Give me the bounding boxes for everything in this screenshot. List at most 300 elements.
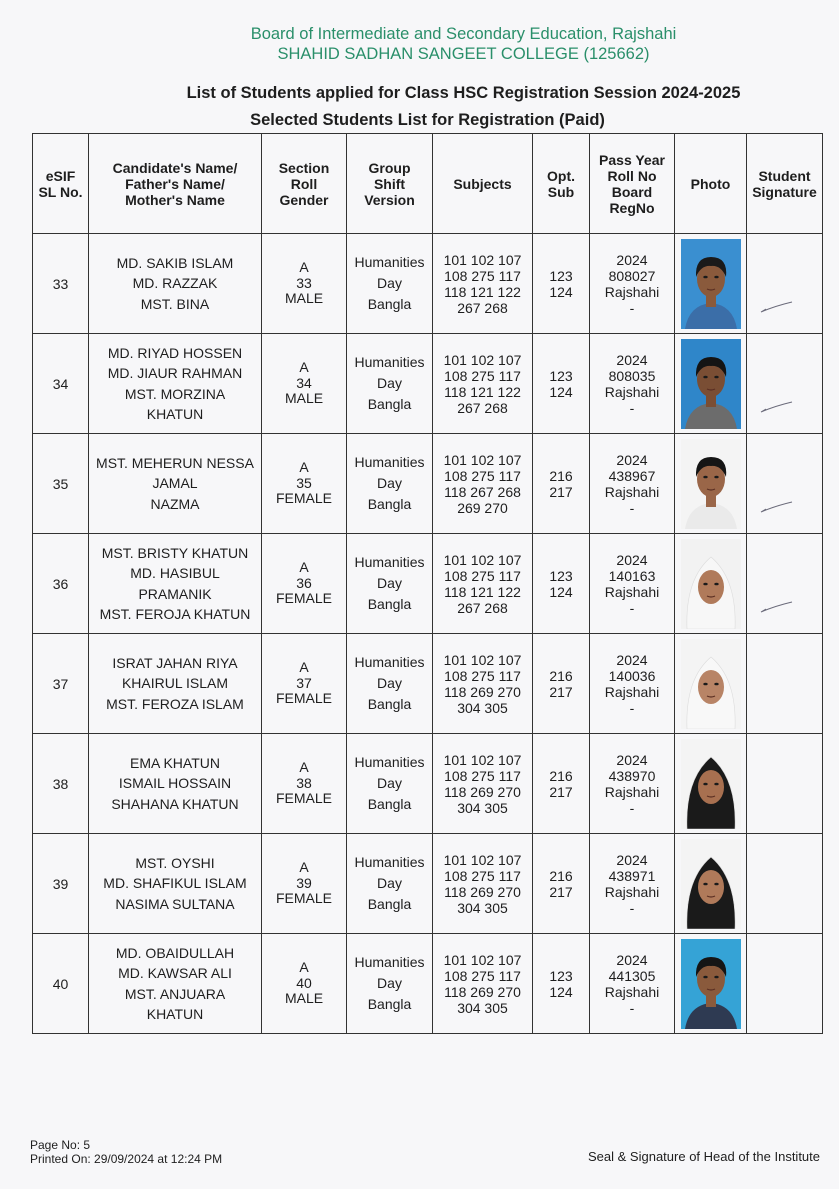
subjects: [433, 434, 533, 534]
shift-value: Day: [377, 975, 402, 991]
tick-stroke: [761, 502, 792, 512]
subject-line: 118 121 122: [444, 383, 521, 400]
portrait-image: [681, 339, 741, 429]
roll-value: 33: [296, 274, 312, 291]
col-header-opt: Opt. Sub: [533, 134, 590, 234]
table-row: [33, 434, 823, 534]
table-row: [33, 334, 823, 434]
subject-line: 118 269 270: [444, 983, 521, 1000]
portrait-image: [681, 539, 741, 629]
student-signature-cell: [747, 634, 823, 734]
group-shift-version: [347, 834, 433, 934]
section-value: A: [299, 959, 309, 976]
subject-line: 101 102 107: [443, 451, 522, 468]
section-roll-gender: [262, 534, 347, 634]
right-eye: [714, 975, 718, 978]
sl-value: 38: [52, 775, 69, 792]
section-roll-gender: [262, 234, 347, 334]
pass-line: -: [629, 399, 635, 416]
roll-value: 39: [296, 874, 312, 891]
pass-line: Rajshahi: [604, 683, 660, 700]
list-subtitle: Selected Students List for Registration (Paid): [250, 111, 605, 129]
pass-line: 2024: [616, 451, 648, 468]
pass-line: 2024: [616, 851, 648, 868]
subject-line: 118 269 270: [444, 683, 521, 700]
table-row: [33, 734, 823, 834]
pass-line: 2024: [616, 651, 648, 668]
photo-cell: [675, 834, 747, 934]
pass-line: 438971: [608, 867, 656, 884]
opt-line: 217: [549, 483, 573, 500]
optional-subjects: [533, 634, 590, 734]
subject-line: 118 121 122: [444, 283, 521, 300]
pass-line: 140036: [608, 667, 656, 684]
sl-number: [33, 934, 89, 1034]
roll-value: 35: [296, 474, 312, 491]
version-value: Bangla: [367, 696, 412, 712]
left-eye: [703, 882, 707, 885]
subject-line: 108 275 117: [444, 367, 521, 384]
subject-line: 108 275 117: [444, 667, 521, 684]
subjects: [433, 634, 533, 734]
subject-line: 267 268: [457, 399, 508, 416]
roll-value: 34: [296, 374, 312, 391]
student-signature-cell: [747, 934, 823, 1034]
section-value: A: [299, 659, 309, 676]
sl-value: 40: [52, 975, 69, 992]
name-line: PRAMANIK: [138, 585, 212, 602]
group-value: Humanities: [354, 854, 425, 870]
name-line: ISRAT JAHAN RIYA: [112, 654, 238, 671]
subject-line: 304 305: [457, 699, 508, 716]
candidate-names: [89, 534, 262, 634]
table-row: [33, 534, 823, 634]
name-line: NAZMA: [150, 495, 200, 512]
roll-value: 38: [296, 774, 312, 791]
subject-line: 101 102 107: [443, 551, 522, 568]
sl-number: [33, 434, 89, 534]
tick-stroke: [761, 402, 792, 412]
name-line: MD. RIYAD HOSSEN: [107, 344, 243, 361]
sl-value: 37: [52, 675, 69, 692]
name-line: MD. JIAUR RAHMAN: [107, 365, 243, 381]
subject-line: 118 121 122: [444, 583, 521, 600]
subject-line: 118 267 268: [444, 483, 521, 500]
sl-value: 33: [52, 275, 69, 292]
left-eye: [703, 475, 707, 478]
name-line: ISMAIL HOSSAIN: [118, 775, 232, 792]
shift-value: Day: [377, 575, 402, 591]
gender-value: MALE: [284, 390, 324, 407]
signature-tick-icon: [759, 400, 795, 416]
group-shift-version: [347, 934, 433, 1034]
name-line: MST. FEROZA ISLAM: [106, 695, 244, 712]
list-title: List of Students applied for Class HSC Registration Session 2024-2025: [186, 84, 741, 102]
gender-value: FEMALE: [275, 490, 332, 507]
right-eye: [714, 582, 718, 585]
version-value: Bangla: [367, 896, 412, 912]
subject-line: 269 270: [457, 499, 508, 516]
name-line: MD. OBAIDULLAH: [115, 944, 235, 961]
candidate-names: [89, 834, 262, 934]
subject-line: 101 102 107: [443, 951, 522, 968]
left-eye: [703, 582, 707, 585]
left-eye: [703, 682, 707, 685]
section-value: A: [299, 459, 309, 476]
sl-number: [33, 634, 89, 734]
opt-line: 123: [549, 967, 573, 984]
group-value: Humanities: [354, 954, 425, 970]
student-signature-cell: [747, 234, 823, 334]
group-value: Humanities: [354, 454, 425, 470]
table-row: [33, 834, 823, 934]
pass-line: Rajshahi: [604, 883, 660, 900]
student-photo: [681, 939, 741, 1029]
pass-line: -: [629, 699, 635, 716]
group-value: Humanities: [354, 754, 425, 770]
name-line: MST. FEROJA KHATUN: [99, 606, 251, 622]
subjects: [433, 534, 533, 634]
pass-line: 441305: [608, 967, 656, 984]
version-value: Bangla: [367, 296, 412, 312]
face-shape: [698, 870, 724, 904]
optional-subjects: [533, 234, 590, 334]
pass-line: 438970: [608, 767, 656, 784]
table-row: [33, 934, 823, 1034]
pass-line: Rajshahi: [604, 983, 660, 1000]
face-shape: [698, 570, 724, 604]
name-line: KHATUN: [146, 1006, 204, 1022]
left-eye: [703, 275, 707, 278]
subject-line: 267 268: [457, 599, 508, 616]
pass-roll-board: [590, 234, 675, 334]
opt-line: 217: [549, 883, 573, 900]
gender-value: FEMALE: [275, 590, 332, 607]
opt-line: 123: [549, 567, 573, 584]
pass-roll-board: [590, 434, 675, 534]
roll-value: 36: [296, 574, 312, 591]
group-shift-version: [347, 434, 433, 534]
version-value: Bangla: [367, 496, 412, 512]
name-line: MST. MORZINA: [124, 385, 226, 402]
version-value: Bangla: [367, 596, 412, 612]
subject-line: 108 275 117: [444, 267, 521, 284]
tick-stroke: [761, 602, 792, 612]
optional-subjects: [533, 434, 590, 534]
college-name: SHAHID SADHAN SANGEET COLLEGE (125662): [277, 45, 650, 63]
name-line: MD. RAZZAK: [132, 275, 218, 292]
section-value: A: [299, 859, 309, 876]
shift-value: Day: [377, 375, 402, 391]
photo-cell: [675, 334, 747, 434]
pass-line: 2024: [616, 251, 648, 268]
subjects: [433, 334, 533, 434]
opt-line: 217: [549, 783, 573, 800]
gender-value: MALE: [284, 290, 324, 307]
subject-line: 267 268: [457, 299, 508, 316]
pass-line: 2024: [616, 751, 648, 768]
opt-line: 123: [549, 367, 573, 384]
group-shift-version: [347, 634, 433, 734]
subject-line: 304 305: [457, 799, 508, 816]
opt-line: 124: [549, 583, 573, 600]
pass-line: 2024: [616, 551, 648, 568]
right-eye: [714, 275, 718, 278]
optional-subjects: [533, 334, 590, 434]
face-shape: [698, 670, 724, 704]
sl-value: 35: [52, 475, 69, 492]
section-roll-gender: [262, 634, 347, 734]
candidate-names: [89, 934, 262, 1034]
pass-line: Rajshahi: [604, 783, 660, 800]
right-eye: [714, 682, 718, 685]
section-roll-gender: [262, 434, 347, 534]
subjects: [433, 234, 533, 334]
pass-line: 808027: [608, 267, 656, 284]
subject-line: 108 275 117: [444, 767, 521, 784]
gender-value: FEMALE: [275, 690, 332, 707]
subjects: [433, 734, 533, 834]
left-eye: [703, 375, 707, 378]
shift-value: Day: [377, 675, 402, 691]
name-line: MD. KAWSAR ALI: [118, 965, 232, 981]
name-line: EMA KHATUN: [130, 754, 220, 771]
roll-value: 37: [296, 674, 312, 691]
col-header-sl: eSIF SL No.: [33, 134, 89, 234]
left-eye: [703, 782, 707, 785]
version-value: Bangla: [367, 796, 412, 812]
pass-line: 2024: [616, 351, 648, 368]
candidate-names: [89, 234, 262, 334]
name-line: MST. OYSHI: [135, 854, 215, 871]
sl-number: [33, 234, 89, 334]
col-header-photo: Photo: [675, 134, 747, 234]
signature-tick-icon: [759, 300, 795, 316]
col-header-group: Group Shift Version: [347, 134, 433, 234]
sl-number: [33, 334, 89, 434]
version-value: Bangla: [367, 396, 412, 412]
opt-line: 124: [549, 983, 573, 1000]
pass-line: Rajshahi: [604, 583, 660, 600]
col-header-pass: Pass Year Roll No Board RegNo: [590, 134, 675, 234]
col-header-name: Candidate's Name/ Father's Name/ Mother's Name: [89, 134, 262, 234]
right-eye: [714, 782, 718, 785]
optional-subjects: [533, 934, 590, 1034]
subject-line: 101 102 107: [443, 751, 522, 768]
opt-line: 216: [549, 767, 573, 784]
portrait-image: [681, 839, 741, 929]
sl-number: [33, 534, 89, 634]
subject-line: 108 275 117: [444, 967, 521, 984]
pass-line: Rajshahi: [604, 483, 660, 500]
shift-value: Day: [377, 475, 402, 491]
student-signature-cell: [747, 434, 823, 534]
subject-line: 101 102 107: [443, 851, 522, 868]
tick-stroke: [761, 302, 792, 312]
pass-line: -: [629, 899, 635, 916]
student-photo: [681, 739, 741, 829]
group-value: Humanities: [354, 654, 425, 670]
students-table: [32, 133, 823, 1034]
col-header-section: Section Roll Gender: [262, 134, 347, 234]
student-photo: [681, 339, 741, 429]
candidate-names: [89, 734, 262, 834]
left-eye: [703, 975, 707, 978]
sl-value: 39: [52, 875, 69, 892]
optional-subjects: [533, 834, 590, 934]
seal-signature-label: Seal & Signature of Head of the Institute: [588, 1149, 820, 1164]
group-shift-version: [347, 334, 433, 434]
candidate-names: [89, 334, 262, 434]
opt-line: 216: [549, 667, 573, 684]
pass-line: 808035: [608, 367, 656, 384]
printed-on: Printed On: 29/09/2024 at 12:24 PM: [30, 1152, 223, 1166]
group-value: Humanities: [354, 554, 425, 570]
student-photo: [681, 639, 741, 729]
pass-line: -: [629, 599, 635, 616]
name-line: NASIMA SULTANA: [115, 895, 235, 912]
candidate-names: [89, 634, 262, 734]
pass-line: -: [629, 999, 635, 1016]
section-roll-gender: [262, 834, 347, 934]
pass-line: 438967: [608, 467, 656, 484]
signature-tick-icon: [759, 500, 795, 516]
col-header-signature: Student Signature: [747, 134, 823, 234]
subject-line: 304 305: [457, 999, 508, 1016]
name-line: MD. SAKIB ISLAM: [116, 254, 234, 271]
portrait-image: [681, 939, 741, 1029]
section-value: A: [299, 259, 309, 276]
board-name: Board of Intermediate and Secondary Education, Rajshahi: [250, 25, 677, 43]
sl-value: 34: [52, 375, 69, 392]
opt-line: 217: [549, 683, 573, 700]
opt-line: 123: [549, 267, 573, 284]
table-row: [33, 634, 823, 734]
group-shift-version: [347, 734, 433, 834]
pass-roll-board: [590, 934, 675, 1034]
subjects: [433, 834, 533, 934]
pass-line: Rajshahi: [604, 283, 660, 300]
subject-line: 108 275 117: [444, 567, 521, 584]
opt-line: 124: [549, 383, 573, 400]
pass-roll-board: [590, 734, 675, 834]
right-eye: [714, 375, 718, 378]
section-roll-gender: [262, 334, 347, 434]
section-roll-gender: [262, 934, 347, 1034]
photo-cell: [675, 634, 747, 734]
student-photo: [681, 839, 741, 929]
subject-line: 118 269 270: [444, 783, 521, 800]
subject-line: 101 102 107: [443, 351, 522, 368]
photo-cell: [675, 534, 747, 634]
face-shape: [698, 770, 724, 804]
subject-line: 101 102 107: [443, 251, 522, 268]
subject-line: 304 305: [457, 899, 508, 916]
section-value: A: [299, 559, 309, 576]
roll-value: 40: [296, 974, 312, 991]
student-photo: [681, 439, 741, 529]
version-value: Bangla: [367, 996, 412, 1012]
student-signature-cell: [747, 534, 823, 634]
pass-roll-board: [590, 334, 675, 434]
signature-tick-icon: [759, 600, 795, 616]
name-line: MST. BRISTY KHATUN: [101, 544, 249, 561]
page-number: Page No: 5: [30, 1138, 91, 1152]
sl-number: [33, 834, 89, 934]
student-signature-cell: [747, 334, 823, 434]
sl-number: [33, 734, 89, 834]
shift-value: Day: [377, 775, 402, 791]
gender-value: MALE: [284, 990, 324, 1007]
group-value: Humanities: [354, 254, 425, 270]
portrait-image: [681, 639, 741, 729]
table-header-row: [33, 134, 823, 234]
optional-subjects: [533, 534, 590, 634]
group-shift-version: [347, 234, 433, 334]
col-header-subjects: Subjects: [433, 134, 533, 234]
portrait-image: [681, 739, 741, 829]
subject-line: 118 269 270: [444, 883, 521, 900]
name-line: KHAIRUL ISLAM: [121, 675, 229, 692]
section-value: A: [299, 759, 309, 776]
shift-value: Day: [377, 275, 402, 291]
right-eye: [714, 475, 718, 478]
photo-cell: [675, 734, 747, 834]
pass-line: -: [629, 299, 635, 316]
group-value: Humanities: [354, 354, 425, 370]
photo-cell: [675, 234, 747, 334]
opt-line: 124: [549, 283, 573, 300]
name-line: JAMAL: [152, 475, 198, 492]
gender-value: FEMALE: [275, 790, 332, 807]
pass-roll-board: [590, 834, 675, 934]
name-line: MD. HASIBUL: [130, 565, 220, 581]
portrait-image: [681, 439, 741, 529]
student-signature-cell: [747, 834, 823, 934]
sl-value: 36: [52, 575, 69, 592]
section-roll-gender: [262, 734, 347, 834]
subject-line: 101 102 107: [443, 651, 522, 668]
pass-line: 140163: [608, 567, 656, 584]
student-photo: [681, 239, 741, 329]
pass-roll-board: [590, 534, 675, 634]
group-shift-version: [347, 534, 433, 634]
name-line: MD. SHAFIKUL ISLAM: [103, 875, 247, 892]
print-info: [30, 1138, 222, 1166]
portrait-image: [681, 239, 741, 329]
right-eye: [714, 882, 718, 885]
section-value: A: [299, 359, 309, 376]
table-row: [33, 234, 823, 334]
name-line: MST. BINA: [140, 295, 210, 312]
pass-line: 2024: [616, 951, 648, 968]
student-photo: [681, 539, 741, 629]
opt-line: 216: [549, 467, 573, 484]
photo-cell: [675, 934, 747, 1034]
candidate-names: [89, 434, 262, 534]
name-line: KHATUN: [146, 406, 204, 422]
subject-line: 108 275 117: [444, 467, 521, 484]
optional-subjects: [533, 734, 590, 834]
pass-line: -: [629, 799, 635, 816]
pass-line: Rajshahi: [604, 383, 660, 400]
name-line: MST. ANJUARA: [124, 985, 226, 1002]
gender-value: FEMALE: [275, 890, 332, 907]
photo-cell: [675, 434, 747, 534]
pass-roll-board: [590, 634, 675, 734]
subject-line: 108 275 117: [444, 867, 521, 884]
pass-line: -: [629, 499, 635, 516]
